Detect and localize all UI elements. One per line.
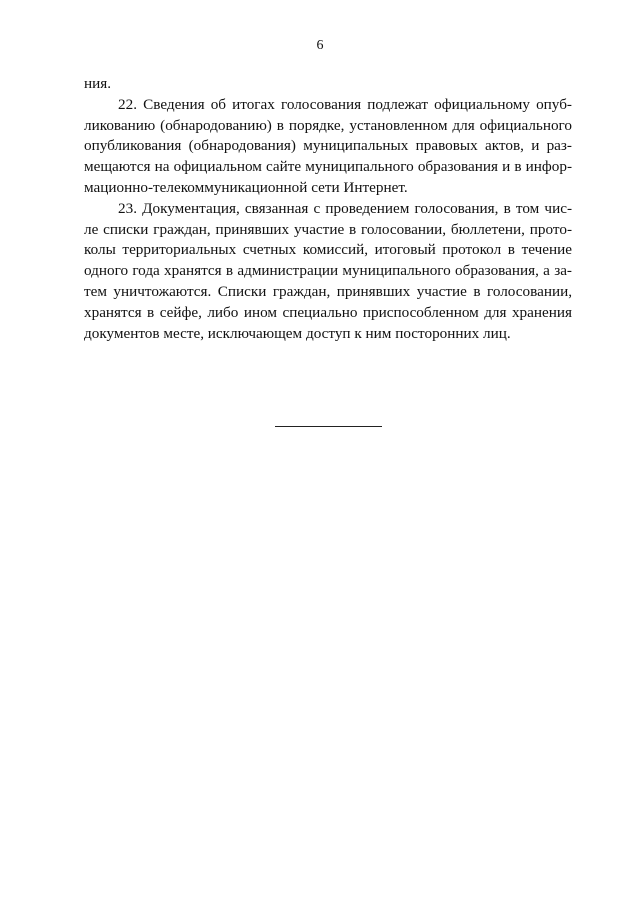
text-line: ликованию (обнародованию) в порядке, установленном для официального — [84, 116, 572, 134]
text-line: документов месте, исключающем доступ к ним посторонних лиц. — [84, 324, 511, 342]
text-line: мационно-телекоммуникационной сети Интернет. — [84, 178, 408, 196]
text-line: 22. Сведения об итогах голосования подлежат официальному опуб- — [118, 95, 572, 113]
end-separator-line — [275, 426, 382, 427]
text-line: колы территориальных счетных комиссий, итоговый протокол в течение — [84, 241, 572, 259]
text-line: хранятся в сейфе, либо ином специально приспособленном для хранения — [84, 303, 572, 321]
text-line: мещаются на официальном сайте муниципального образования и в инфор- — [84, 158, 572, 176]
text-line: 23. Документация, связанная с проведением голосования, в том чис- — [118, 199, 572, 217]
text-line: опубликования (обнародования) муниципальных правовых актов, и раз- — [84, 137, 572, 155]
text-line: ле списки граждан, принявших участие в голосовании, бюллетени, прото- — [84, 220, 572, 238]
text-line: одного года хранятся в администрации муниципального образования, а за- — [84, 262, 572, 280]
text-line: ния. — [84, 75, 112, 92]
text-line: тем уничтожаются. Списки граждан, принявших участие в голосовании, — [84, 282, 572, 300]
document-body — [84, 74, 572, 344]
page-number: 6 — [316, 38, 324, 53]
